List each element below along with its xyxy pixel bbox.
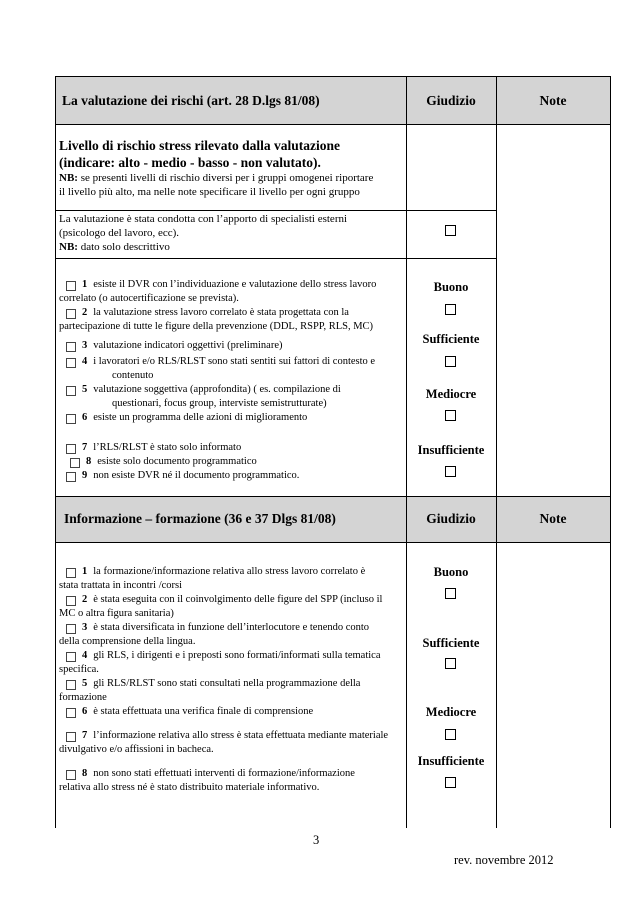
- giudizio-insufficiente-checkbox[interactable]: [445, 466, 456, 477]
- list-item-cont: stata trattata in incontri /corsi: [59, 580, 183, 591]
- list-item[interactable]: 8 non sono stati effettuati interventi di formazione/informazione: [66, 767, 404, 781]
- giudizio-insufficiente-checkbox[interactable]: [445, 777, 456, 788]
- item-checkbox[interactable]: [66, 281, 76, 291]
- table1-right-border: [610, 76, 611, 497]
- item-checkbox[interactable]: [66, 414, 76, 424]
- list-item[interactable]: 4 i lavoratori e/o RLS/RLST sono stati sentiti sui fattori di contesto e: [66, 355, 406, 369]
- esterni-line2: (psicologo del lavoro, ecc).: [59, 227, 180, 239]
- nb-label: NB:: [59, 241, 78, 253]
- giudizio-buono-checkbox[interactable]: [445, 588, 456, 599]
- item-checkbox[interactable]: [66, 596, 76, 606]
- list-item[interactable]: 4 gli RLS, i dirigenti e i preposti sono formati/informati sulla tematica: [66, 649, 404, 663]
- list-item-cont: divulgativo e/o affissioni in bacheca.: [59, 744, 214, 755]
- livello-nb: [59, 172, 373, 185]
- page-number: 3: [313, 833, 320, 847]
- item-checkbox[interactable]: [66, 358, 76, 368]
- list-item[interactable]: 7 l’informazione relativa allo stress è stata effettuata mediante materiale: [66, 729, 404, 743]
- section1-giudizio-header: Giudizio: [426, 93, 476, 108]
- table2-header-bottom: [55, 542, 611, 543]
- list-item[interactable]: 6 è stata effettuata una verifica finale di comprensione: [66, 705, 404, 719]
- list-item-cont: contenuto: [112, 370, 154, 381]
- item-checkbox[interactable]: [66, 680, 76, 690]
- nb-label: NB:: [59, 172, 78, 184]
- list-item[interactable]: 8 esiste solo documento programmatico: [70, 455, 406, 469]
- section2-title: Informazione – formazione (36 e 37 Dlgs 81/08): [64, 511, 336, 526]
- giudizio-mediocre-label: Mediocre: [425, 705, 477, 719]
- table1-row-divider: [55, 258, 497, 259]
- livello-title-line2: (indicare: alto - medio - basso - non valutato).: [59, 155, 321, 170]
- giudizio-sufficiente-checkbox[interactable]: [445, 658, 456, 669]
- table1-left-border: [55, 76, 56, 497]
- item-checkbox[interactable]: [66, 624, 76, 634]
- section2-checklist: [59, 565, 404, 795]
- list-item-cont: questionari, focus group, interviste semistrutturate): [112, 398, 327, 409]
- list-item[interactable]: 9 non esiste DVR né il documento programmatico.: [66, 469, 406, 483]
- item-checkbox[interactable]: [70, 458, 80, 468]
- list-item[interactable]: 7 l’RLS/RLST è stato solo informato: [66, 441, 406, 455]
- item-checkbox[interactable]: [66, 386, 76, 396]
- giudizio-insufficiente-label: Insufficiente: [417, 754, 485, 768]
- table2-left-border: [55, 496, 56, 828]
- section1-title: La valutazione dei rischi (art. 28 D.lgs 81/08): [62, 93, 320, 108]
- item-checkbox[interactable]: [66, 652, 76, 662]
- table1-header-bottom: [55, 124, 611, 125]
- giudizio-mediocre-checkbox[interactable]: [445, 729, 456, 740]
- section2-giudizio-header: Giudizio: [426, 511, 476, 526]
- table1-top-border: [55, 76, 611, 77]
- list-item-cont: partecipazione di tutte le figure della prevenzione (DDL, RSPP, RLS, MC): [59, 321, 374, 332]
- list-item[interactable]: 1 la formazione/informazione relativa allo stress lavoro correlato è: [66, 565, 404, 579]
- list-item-cont: formazione: [59, 692, 107, 703]
- item-checkbox[interactable]: [66, 770, 76, 780]
- giudizio-buono-label: Buono: [433, 280, 469, 294]
- list-item[interactable]: 5 gli RLS/RLST sono stati consultati nella programmazione della: [66, 677, 404, 691]
- list-item[interactable]: 3 è stata diversificata in funzione dell’interlocutore e tenendo conto: [66, 621, 404, 635]
- livello-nb-line2: il livello più alto, ma nelle note specificare il livello per ogni gruppo: [59, 186, 360, 198]
- section1-note-header: Note: [539, 93, 567, 108]
- esterni-checkbox[interactable]: [445, 225, 456, 236]
- giudizio-mediocre-checkbox[interactable]: [445, 410, 456, 421]
- table2-col-divider: [496, 496, 497, 828]
- item-checkbox[interactable]: [66, 444, 76, 454]
- list-item[interactable]: 2 è stata eseguita con il coinvolgimento delle figure del SPP (incluso il: [66, 593, 404, 607]
- item-checkbox[interactable]: [66, 708, 76, 718]
- item-checkbox[interactable]: [66, 472, 76, 482]
- livello-title-line1: Livello di rischio stress rilevato dalla valutazione: [59, 138, 340, 153]
- giudizio-insufficiente-label: Insufficiente: [417, 443, 485, 457]
- nb-text: dato solo descrittivo: [77, 241, 170, 253]
- list-item-cont: MC o altra figura sanitaria): [59, 608, 174, 619]
- list-item[interactable]: 1 esiste il DVR con l’individuazione e valutazione dello stress lavoro: [66, 278, 406, 292]
- table1-row-divider: [55, 210, 497, 211]
- section2-note-header: Note: [539, 511, 567, 526]
- list-item[interactable]: 3 valutazione indicatori oggettivi (preliminare): [66, 339, 406, 353]
- item-checkbox[interactable]: [66, 732, 76, 742]
- list-item-cont: correlato (o autocertificazione se prevista).: [59, 293, 239, 304]
- giudizio-buono-label: Buono: [433, 565, 469, 579]
- item-checkbox[interactable]: [66, 568, 76, 578]
- item-checkbox[interactable]: [66, 309, 76, 319]
- esterni-nb: [59, 241, 170, 254]
- revision-note: rev. novembre 2012: [454, 853, 554, 867]
- esterni-line1: La valutazione è stata condotta con l’apporto di specialisti esterni: [59, 213, 348, 225]
- giudizio-sufficiente-label: Sufficiente: [422, 332, 480, 346]
- section1-checklist: [59, 278, 406, 483]
- list-item[interactable]: 6 esiste un programma delle azioni di miglioramento: [66, 411, 406, 425]
- table2-right-border: [610, 496, 611, 828]
- item-checkbox[interactable]: [66, 342, 76, 352]
- nb-text: se presenti livelli di rischio diversi per i gruppi omogenei riportare: [77, 172, 374, 184]
- giudizio-sufficiente-label: Sufficiente: [422, 636, 480, 650]
- giudizio-buono-checkbox[interactable]: [445, 304, 456, 315]
- list-item[interactable]: 5 valutazione soggettiva (approfondita) ( es. compilazione di: [66, 383, 406, 397]
- giudizio-sufficiente-checkbox[interactable]: [445, 356, 456, 367]
- list-item-cont: specifica.: [59, 664, 99, 675]
- list-item[interactable]: 2 la valutazione stress lavoro correlato è stata progettata con la: [66, 306, 406, 320]
- table2-col-divider: [406, 496, 407, 828]
- giudizio-mediocre-label: Mediocre: [425, 387, 477, 401]
- list-item-cont: relativa allo stress né è stato distribuito materiale informativo.: [59, 782, 320, 793]
- list-item-cont: della comprensione della lingua.: [59, 636, 196, 647]
